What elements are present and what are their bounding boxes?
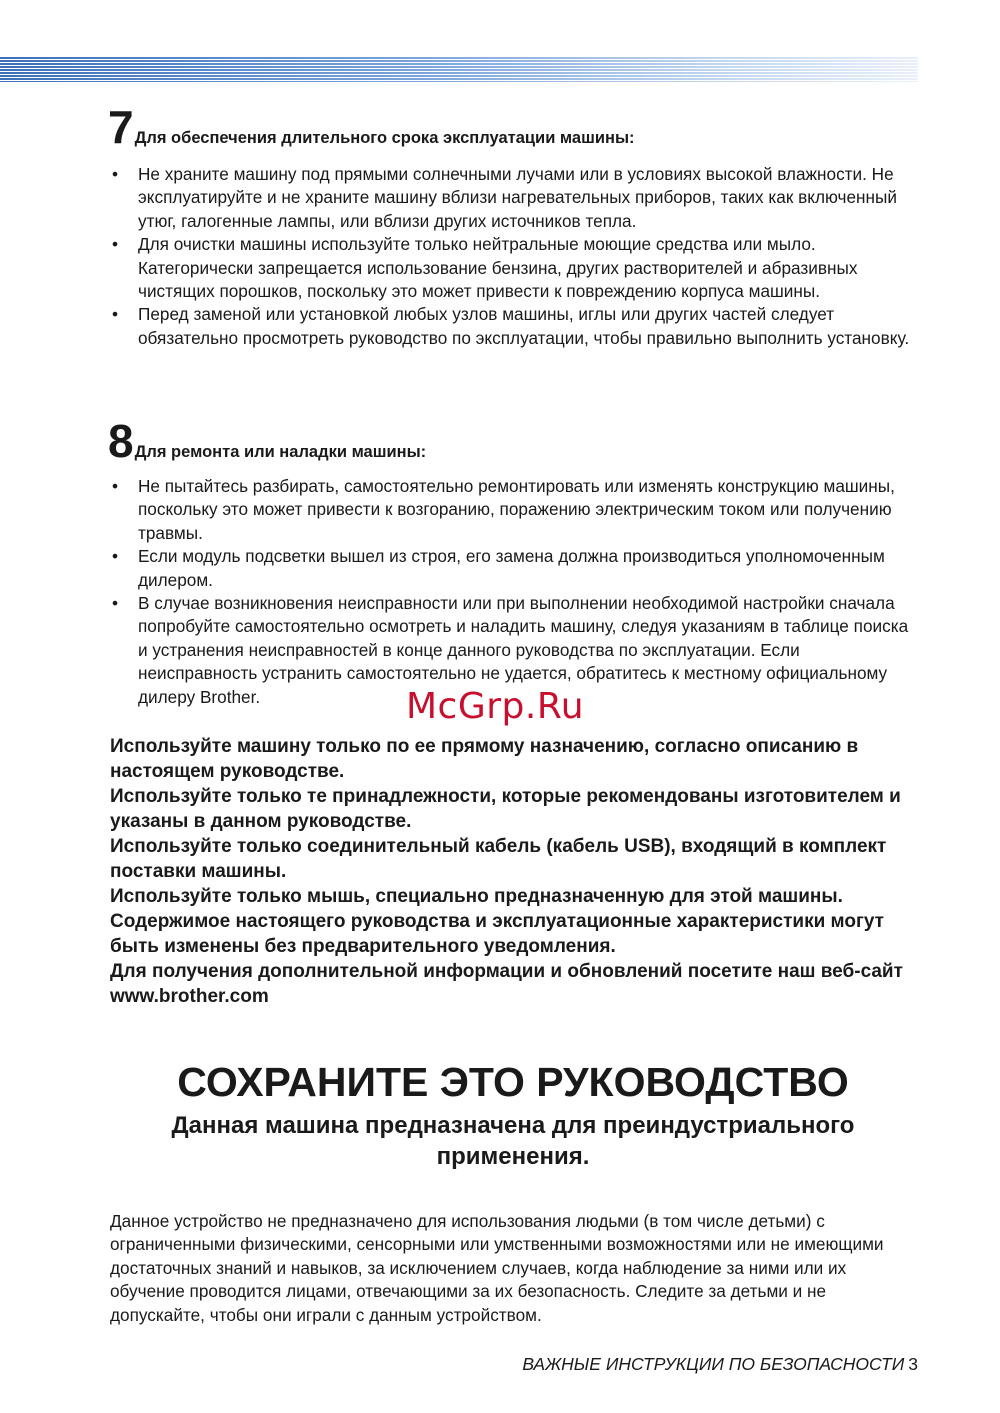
section-8-list [110, 475, 920, 709]
usage-notes [110, 734, 930, 1009]
watermark-text: McGrp.Ru [406, 686, 585, 727]
list-item: • Не храните машину под прямыми солнечными лучами или в условиях высокой влажности. Не эксплуатируйте и не храните машину вблизи нагревательных приборов, таких как включенный утюг, галогенные лампы, или вблизи других источников тепла. [110, 163, 920, 233]
list-item: • Перед заменой или установкой любых узлов машины, иглы или других частей следует обязательно просмотреть руководство по эксплуатации, чтобы правильно выполнить установку. [110, 303, 920, 350]
section-title: Для ремонта или наладки машины: [134, 443, 427, 461]
section-title: Для обеспечения длительного срока эксплуатации машины: [134, 129, 635, 147]
purpose-subtitle: Данная машина предназначена для преиндустриального применения. [171, 1112, 855, 1170]
list-item: • Если модуль подсветки вышел из строя, его замена должна производиться уполномоченным дилером. [110, 545, 920, 592]
section-number: 7 [108, 101, 133, 153]
safety-paragraph: Данное устройство не предназначено для использования людьми (в том числе детьми) с ограниченными физическими, сенсорными или умственными возможностями или не имеющими достаточных знаний и навыков, за исключением случаев, когда наблюдение за ними или их обучение проводится лицами, отвечающими за их безопасность. Следите за детьми и не допускайте, чтобы они играли с данным устройством. [110, 1211, 884, 1325]
note-line: Используйте только соединительный кабель (кабель USB), входящий в комплект поставки машины. [110, 836, 887, 882]
note-line: Используйте машину только по ее прямому назначению, согласно описанию в настоящем руководстве. [110, 736, 859, 782]
note-line: Используйте только мышь, специально предназначенную для этой машины. [110, 886, 843, 907]
note-line: Содержимое настоящего руководства и эксплуатационные характеристики могут быть изменены без предварительного уведомления. [110, 911, 884, 957]
save-manual-title: СОХРАНИТЕ ЭТО РУКОВОДСТВО [177, 1059, 849, 1105]
note-line: Для получения дополнительной информации и обновлений посетите наш веб-сайт www.brother.com [110, 961, 903, 1007]
footer-label: ВАЖНЫЕ ИНСТРУКЦИИ ПО БЕЗОПАСНОСТИ [522, 1354, 905, 1374]
list-item: • Для очистки машины используйте только нейтральные моющие средства или мыло. Категорически запрещается использование бензина, других растворителей и абразивных чистящих порошков, поскольку это может привести к повреждению корпуса машины. [110, 233, 920, 303]
list-item: • Не пытайтесь разбирать, самостоятельно ремонтировать или изменять конструкцию машины, поскольку это может привести к возгоранию, поражению электрическим током или получению травмы. [110, 475, 920, 545]
note-line: Используйте только те принадлежности, которые рекомендованы изготовителем и указаны в данном руководстве. [110, 786, 901, 832]
section-number: 8 [108, 415, 133, 467]
page-number: 3 [908, 1354, 918, 1374]
section-7-heading [108, 101, 635, 153]
header-stripe-bar [0, 56, 918, 82]
page-footer [522, 1354, 918, 1375]
section-7-list [110, 163, 920, 350]
list-item: • В случае возникновения неисправности или при выполнении необходимой настройки сначала попробуйте самостоятельно осмотреть и наладить машину, следуя указаниям в таблице поиска и устранения неисправностей в конце данного руководства по эксплуатации. Если неисправность устранить самостоятельно не удается, обратитесь к местному официальному дилеру Brother. [110, 592, 920, 709]
section-8-heading [108, 415, 427, 467]
